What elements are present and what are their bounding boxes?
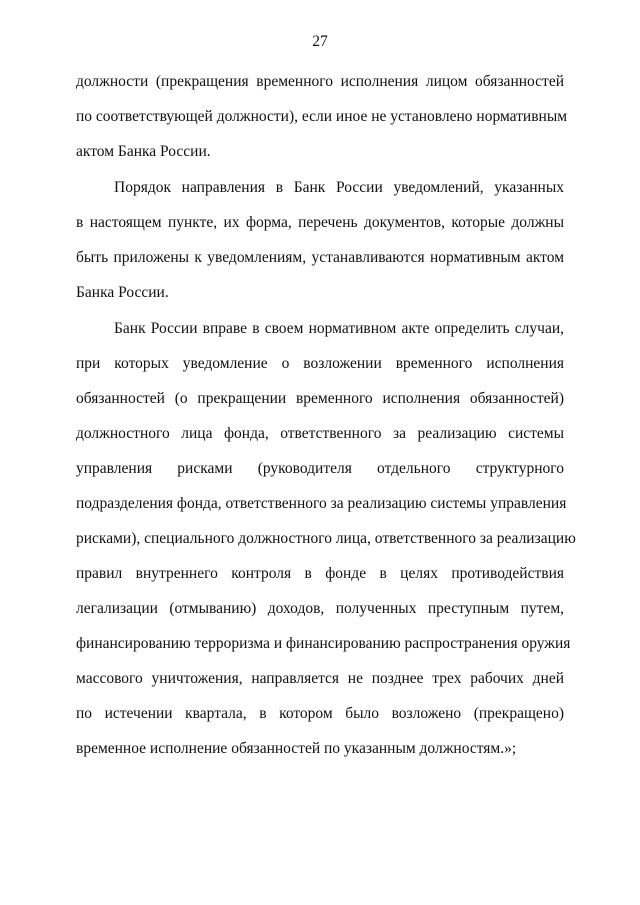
paragraph-2-line-4: Банка России. [76, 284, 169, 301]
page-number: 27 [312, 33, 328, 50]
paragraph-3-line-9: легализации (отмыванию) доходов, полученных преступным путем, [76, 600, 564, 617]
paragraph-1-line-1: должности (прекращения временного исполнения лицом обязанностей [76, 73, 564, 90]
paragraph-3-line-6: подразделения фонда, ответственного за реализацию системы управления [76, 495, 567, 512]
paragraph-3-line-11: массового уничтожения, направляется не позднее трех рабочих дней [76, 670, 564, 687]
paragraph-3-line-2: при которых уведомление о возложении временного исполнения [76, 355, 564, 372]
paragraph-3-line-10: финансированию терроризма и финансированию распространения оружия [76, 635, 571, 652]
paragraph-3-line-13: временное исполнение обязанностей по указанным должностям.»; [76, 740, 517, 757]
paragraph-3-line-4: должностного лица фонда, ответственного за реализацию системы [76, 425, 564, 442]
paragraph-3-line-3: обязанностей (о прекращении временного исполнения обязанностей) [76, 390, 564, 407]
paragraph-2-line-3: быть приложены к уведомлениям, устанавливаются нормативным актом [76, 249, 564, 266]
paragraph-3-line-7: рисками), специального должностного лица, ответственного за реализацию [76, 530, 576, 547]
paragraph-3-line-5: управления рисками (руководителя отдельного структурного [76, 460, 564, 477]
paragraph-3-line-8: правил внутреннего контроля в фонде в целях противодействия [76, 565, 564, 582]
paragraph-3-line-1: Банк России вправе в своем нормативном акте определить случаи, [114, 320, 564, 337]
paragraph-3-line-12: по истечении квартала, в котором было возложено (прекращено) [76, 705, 564, 722]
paragraph-2-line-1: Порядок направления в Банк России уведомлений, указанных [114, 179, 564, 196]
paragraph-1-line-2: по соответствующей должности), если иное не установлено нормативным [76, 108, 568, 125]
paragraph-1-line-3: актом Банка России. [76, 143, 211, 160]
paragraph-2-line-2: в настоящем пункте, их форма, перечень документов, которые должны [76, 214, 564, 231]
